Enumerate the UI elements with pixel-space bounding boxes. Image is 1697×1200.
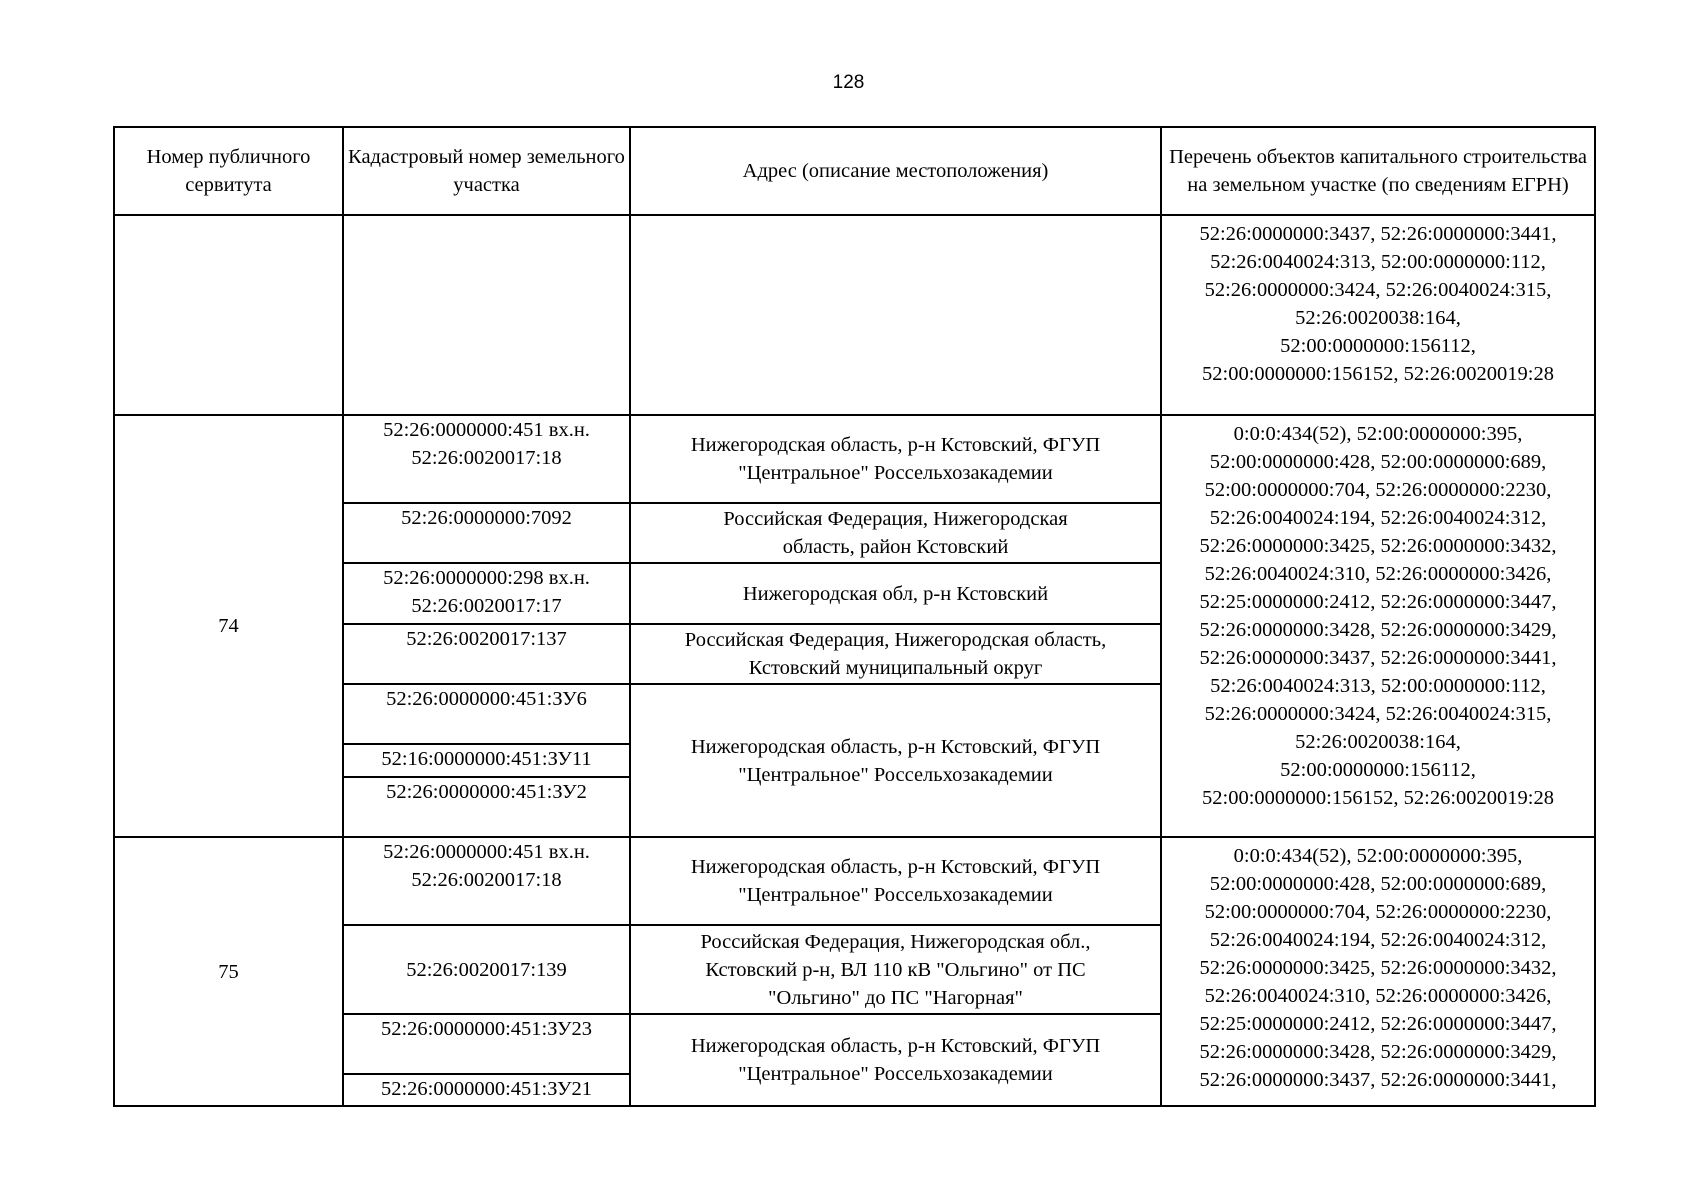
servitude-table [113, 126, 1596, 1107]
object-line: 52:26:0040024:194, 52:26:0040024:312, [1209, 929, 1547, 951]
cadastral-number: 52:26:0000000:451:ЗУ2 [386, 781, 587, 803]
table-row [114, 837, 1595, 925]
object-line: 52:00:0000000:156152, 52:26:0020019:28 [1202, 787, 1554, 809]
address-line: Кстовский муниципальный округ [748, 657, 1043, 679]
address-line: Российская Федерация, Нижегородская область, [684, 629, 1107, 651]
object-line: 52:00:0000000:704, 52:26:0000000:2230, [1204, 479, 1552, 501]
address-line: Российская Федерация, Нижегородская обл., [700, 930, 1091, 953]
cadastral-number: 52:26:0000000:7092 [401, 507, 572, 529]
header-servitude-number: Номер публичного сервитута [114, 127, 343, 215]
object-line: 52:26:0020038:164, [1295, 731, 1461, 753]
cadastral-number: 52:16:0000000:451:ЗУ11 [381, 748, 592, 770]
cadastral-number: 52:26:0000000:451:ЗУ23 [380, 1018, 593, 1040]
cadastral-number: 52:26:0020017:137 [406, 628, 567, 650]
cadastral-cell [343, 777, 630, 837]
object-line: 52:26:0000000:3424, 52:26:0040024:315, [1204, 703, 1552, 725]
objects-cell [1161, 837, 1595, 1106]
object-line: 52:26:0000000:3428, 52:26:0000000:3429, [1199, 1041, 1557, 1063]
cadastral-cell [343, 684, 630, 744]
address-line: Российская Федерация, Нижегородская [723, 508, 1068, 530]
address-cell [630, 563, 1161, 624]
object-line: 52:26:0000000:3437, 52:26:0000000:3441, [1199, 1069, 1557, 1091]
object-line: 52:00:0000000:156152, 52:26:0020019:28 [1202, 363, 1554, 385]
address-line: Нижегородская область, р-н Кстовский, ФГУП [690, 735, 1101, 758]
cadastral-cell [343, 563, 630, 624]
address-cell [630, 624, 1161, 684]
cadastral-cell [343, 925, 630, 1014]
object-line: 52:00:0000000:428, 52:00:0000000:689, [1209, 451, 1547, 473]
object-line: 52:00:0000000:704, 52:26:0000000:2230, [1204, 901, 1552, 923]
header-objects-list: Перечень объектов капитального строительства на земельном участке (по сведениям ЕГРН) [1161, 127, 1595, 215]
object-line: 52:25:0000000:2412, 52:26:0000000:3447, [1199, 1013, 1557, 1035]
header-address: Адрес (описание местоположения) [630, 127, 1161, 215]
cadastral-number: 52:26:0000000:451 вх.н. [383, 841, 590, 863]
address-line: "Центральное" Россельхозакадемии [738, 462, 1053, 484]
cadastral-cell [343, 215, 630, 415]
object-line: 52:00:0000000:156112, [1280, 759, 1476, 781]
object-line: 52:26:0000000:3425, 52:26:0000000:3432, [1199, 535, 1557, 557]
header-cadastral-number: Кадастровый номер земельного участка [343, 127, 630, 215]
object-line: 52:26:0000000:3424, 52:26:0040024:315, [1204, 279, 1552, 301]
object-line: 52:00:0000000:428, 52:00:0000000:689, [1209, 873, 1547, 895]
object-line: 52:25:0000000:2412, 52:26:0000000:3447, [1199, 591, 1557, 613]
address-cell [630, 215, 1161, 415]
object-line: 52:26:0000000:3437, 52:26:0000000:3441, [1199, 223, 1557, 245]
address-line: Нижегородская область, р-н Кстовский, ФГУП [690, 1035, 1101, 1057]
cadastral-number: 52:26:0000000:451:ЗУ6 [386, 688, 587, 710]
address-cell [630, 925, 1161, 1014]
object-line: 52:26:0000000:3437, 52:26:0000000:3441, [1199, 647, 1557, 669]
table-row [114, 215, 1595, 415]
cadastral-cell [343, 1014, 630, 1074]
address-cell [630, 684, 1161, 837]
address-line: "Центральное" Россельхозакадемии [738, 763, 1053, 786]
cadastral-number: 52:26:0000000:451:ЗУ21 [380, 1078, 593, 1100]
servitude-number-cell [114, 215, 343, 415]
cadastral-cell [343, 837, 630, 925]
address-cell [630, 1014, 1161, 1106]
servitude-number-75: 75 [114, 837, 343, 1106]
object-line: 52:00:0000000:156112, [1280, 335, 1476, 357]
header-row [114, 127, 1595, 215]
address-line: Кстовский р-н, ВЛ 110 кВ "Ольгино" от ПС [705, 958, 1086, 981]
cadastral-number: 52:26:0020017:139 [406, 958, 567, 981]
object-line: 52:26:0020038:164, [1295, 307, 1461, 329]
object-line: 0:0:0:434(52), 52:00:0000000:395, [1233, 423, 1523, 445]
object-line: 52:26:0040024:313, 52:00:0000000:112, [1210, 675, 1546, 697]
cadastral-number: 52:26:0020017:18 [411, 447, 562, 469]
address-line: "Ольгино" до ПС "Нагорная" [768, 986, 1023, 1009]
cadastral-cell [343, 503, 630, 563]
cadastral-number: 52:26:0020017:17 [411, 595, 562, 617]
object-line: 52:26:0040024:310, 52:26:0000000:3426, [1204, 985, 1552, 1007]
cadastral-number: 52:26:0020017:18 [411, 869, 562, 891]
cadastral-cell [343, 744, 630, 777]
object-line: 52:26:0000000:3428, 52:26:0000000:3429, [1199, 619, 1557, 641]
address-line: область, район Кстовский [782, 536, 1009, 558]
cadastral-cell [343, 1074, 630, 1106]
address-cell [630, 503, 1161, 563]
table-row [114, 415, 1595, 503]
address-cell [630, 837, 1161, 925]
page-number: 128 [832, 72, 865, 93]
object-line: 52:26:0040024:194, 52:26:0040024:312, [1209, 507, 1547, 529]
objects-cell [1161, 415, 1595, 837]
address-line: Нижегородская область, р-н Кстовский, ФГУП [690, 856, 1101, 878]
address-line: "Центральное" Россельхозакадемии [738, 1063, 1053, 1085]
cadastral-cell [343, 624, 630, 684]
object-line: 52:26:0000000:3425, 52:26:0000000:3432, [1199, 957, 1557, 979]
servitude-number-74: 74 [114, 415, 343, 837]
cadastral-number: 52:26:0000000:451 вх.н. [383, 419, 590, 441]
address-line: "Центральное" Россельхозакадемии [738, 884, 1053, 906]
object-line: 52:26:0040024:310, 52:26:0000000:3426, [1204, 563, 1552, 585]
address-line: Нижегородская область, р-н Кстовский, ФГУП [690, 434, 1101, 456]
address-line: Нижегородская обл, р-н Кстовский [742, 582, 1049, 605]
object-line: 52:26:0040024:313, 52:00:0000000:112, [1210, 251, 1546, 273]
object-line: 0:0:0:434(52), 52:00:0000000:395, [1233, 845, 1523, 867]
cadastral-cell [343, 415, 630, 503]
objects-cell [1161, 215, 1595, 415]
cadastral-number: 52:26:0000000:298 вх.н. [383, 567, 590, 589]
address-cell [630, 415, 1161, 503]
